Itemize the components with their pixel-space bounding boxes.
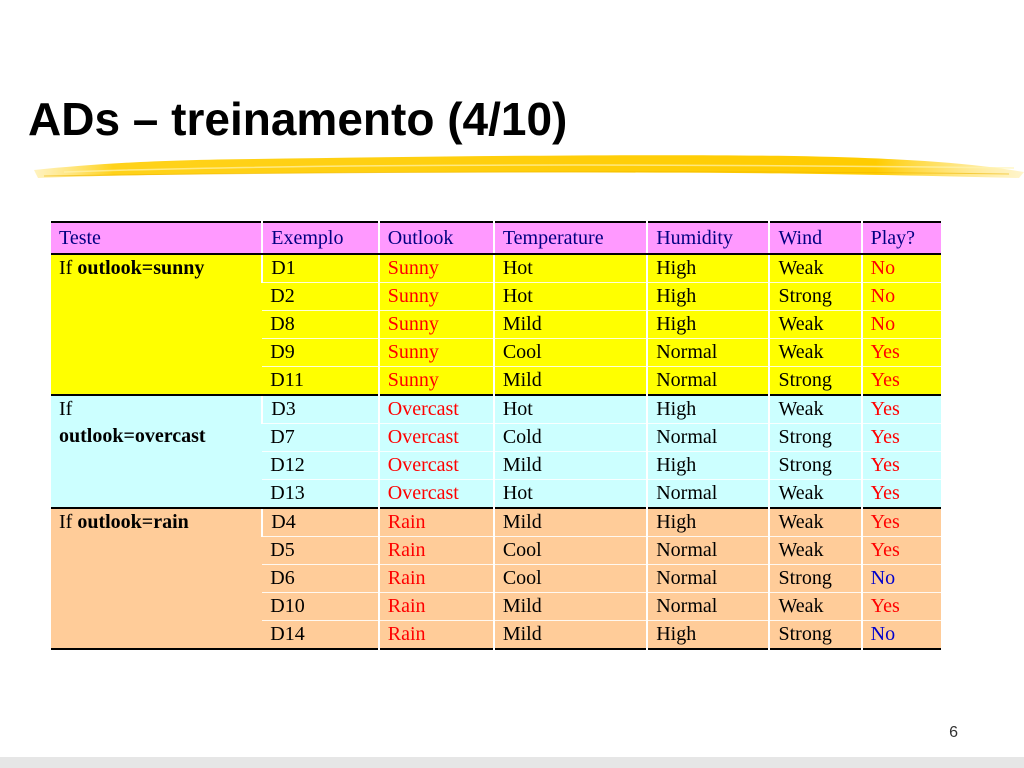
cell-play: No: [862, 254, 941, 283]
cell-temperature: Mild: [494, 508, 647, 537]
header-outlook: Outlook: [379, 222, 494, 254]
cell-humidity: Normal: [647, 537, 769, 565]
cell-wind: Weak: [769, 311, 861, 339]
cell-humidity: High: [647, 311, 769, 339]
cell-temperature: Mild: [494, 311, 647, 339]
cell-wind: Strong: [769, 621, 861, 650]
group-condition-overcast: [51, 395, 262, 508]
group-condition-sunny: [51, 254, 262, 395]
cell-wind: Strong: [769, 424, 861, 452]
cell-outlook: Sunny: [379, 283, 494, 311]
cell-temperature: Cold: [494, 424, 647, 452]
cell-humidity: High: [647, 254, 769, 283]
cell-wind: Strong: [769, 452, 861, 480]
cell-temperature: Mild: [494, 593, 647, 621]
cell-play: No: [862, 283, 941, 311]
cell-wind: Weak: [769, 537, 861, 565]
title-highlighter-stroke: [34, 150, 1024, 184]
slide-title: ADs – treinamento (4/10): [28, 93, 568, 145]
cell-play: Yes: [862, 339, 941, 367]
cell-play: Yes: [862, 395, 941, 424]
cell-humidity: Normal: [647, 367, 769, 396]
cell-temperature: Hot: [494, 254, 647, 283]
cell-exemplo: D12: [262, 452, 379, 480]
header-exemplo: Exemplo: [262, 222, 379, 254]
cell-outlook: Rain: [379, 593, 494, 621]
condition-text: outlook=rain: [77, 511, 189, 533]
cell-play: No: [862, 311, 941, 339]
cell-outlook: Overcast: [379, 452, 494, 480]
condition-prefix: If: [59, 511, 73, 533]
condition-text: outlook=sunny: [77, 257, 205, 279]
cell-wind: Strong: [769, 565, 861, 593]
header-wind: Wind: [769, 222, 861, 254]
table-row: [51, 395, 941, 424]
cell-temperature: Hot: [494, 480, 647, 509]
cell-outlook: Overcast: [379, 424, 494, 452]
cell-play: Yes: [862, 508, 941, 537]
cell-exemplo: D7: [262, 424, 379, 452]
cell-outlook: Sunny: [379, 339, 494, 367]
cell-humidity: High: [647, 395, 769, 424]
header-humidity: Humidity: [647, 222, 769, 254]
cell-exemplo: D5: [262, 537, 379, 565]
header-teste: Teste: [51, 222, 262, 254]
cell-exemplo: D6: [262, 565, 379, 593]
cell-outlook: Rain: [379, 621, 494, 650]
cell-exemplo: D9: [262, 339, 379, 367]
page-number: 6: [949, 724, 958, 741]
training-data-table: [51, 221, 941, 650]
cell-outlook: Overcast: [379, 480, 494, 509]
cell-temperature: Mild: [494, 621, 647, 650]
cell-temperature: Cool: [494, 565, 647, 593]
table-header-row: [51, 222, 941, 254]
cell-exemplo: D13: [262, 480, 379, 509]
condition-prefix: If: [59, 398, 73, 420]
cell-outlook: Sunny: [379, 311, 494, 339]
cell-play: Yes: [862, 367, 941, 396]
cell-play: Yes: [862, 537, 941, 565]
cell-temperature: Cool: [494, 537, 647, 565]
cell-humidity: High: [647, 508, 769, 537]
cell-exemplo: D2: [262, 283, 379, 311]
cell-outlook: Rain: [379, 565, 494, 593]
cell-wind: Weak: [769, 339, 861, 367]
cell-humidity: Normal: [647, 480, 769, 509]
cell-wind: Weak: [769, 508, 861, 537]
cell-humidity: Normal: [647, 593, 769, 621]
table-row: [51, 254, 941, 283]
cell-wind: Strong: [769, 283, 861, 311]
cell-exemplo: D4: [262, 508, 379, 537]
cell-exemplo: D8: [262, 311, 379, 339]
cell-outlook: Sunny: [379, 367, 494, 396]
cell-temperature: Hot: [494, 395, 647, 424]
cell-wind: Weak: [769, 395, 861, 424]
cell-play: Yes: [862, 480, 941, 509]
cell-wind: Weak: [769, 480, 861, 509]
table-row: [51, 508, 941, 537]
condition-prefix: If: [59, 257, 73, 279]
header-play: Play?: [862, 222, 941, 254]
cell-humidity: High: [647, 452, 769, 480]
slide-footer-band: [0, 757, 1024, 768]
cell-play: No: [862, 565, 941, 593]
cell-outlook: Rain: [379, 508, 494, 537]
cell-temperature: Mild: [494, 452, 647, 480]
cell-exemplo: D14: [262, 621, 379, 650]
cell-temperature: Cool: [494, 339, 647, 367]
condition-text: outlook=overcast: [59, 425, 206, 447]
cell-humidity: High: [647, 621, 769, 650]
cell-play: No: [862, 621, 941, 650]
cell-humidity: Normal: [647, 339, 769, 367]
cell-wind: Weak: [769, 254, 861, 283]
cell-temperature: Hot: [494, 283, 647, 311]
cell-humidity: Normal: [647, 565, 769, 593]
group-condition-rain: [51, 508, 262, 649]
cell-play: Yes: [862, 424, 941, 452]
cell-exemplo: D10: [262, 593, 379, 621]
cell-play: Yes: [862, 593, 941, 621]
cell-exemplo: D11: [262, 367, 379, 396]
cell-outlook: Rain: [379, 537, 494, 565]
cell-humidity: Normal: [647, 424, 769, 452]
cell-outlook: Overcast: [379, 395, 494, 424]
cell-temperature: Mild: [494, 367, 647, 396]
cell-exemplo: D3: [262, 395, 379, 424]
cell-humidity: High: [647, 283, 769, 311]
cell-play: Yes: [862, 452, 941, 480]
header-temperature: Temperature: [494, 222, 647, 254]
cell-exemplo: D1: [262, 254, 379, 283]
cell-wind: Weak: [769, 593, 861, 621]
cell-wind: Strong: [769, 367, 861, 396]
cell-outlook: Sunny: [379, 254, 494, 283]
